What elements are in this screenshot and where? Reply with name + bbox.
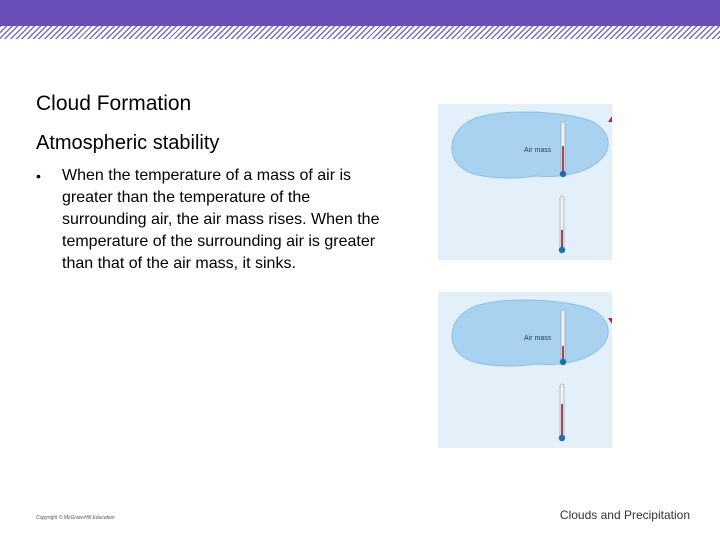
air-mass-cloud xyxy=(452,112,608,178)
rising-air-mass-figure xyxy=(438,104,612,260)
surrounding-air-thermometer-icon xyxy=(559,196,565,253)
slide-subtitle: Atmospheric stability xyxy=(36,132,220,154)
header-band xyxy=(0,0,720,26)
air-mass-label: Air mass xyxy=(524,147,552,154)
header-hatch-stripe xyxy=(0,26,720,39)
sinking-air-mass-figure xyxy=(438,292,612,448)
rising-arrow-icon xyxy=(608,110,612,142)
sinking-air-mass-illustration xyxy=(438,292,612,448)
air-mass-label: Air mass xyxy=(524,335,552,342)
air-mass-thermometer-icon xyxy=(560,310,566,365)
copyright-notice: Copyright © McGraw-Hill Education xyxy=(36,515,115,521)
air-mass-cloud xyxy=(452,300,608,366)
bullet-text: When the temperature of a mass of air is greater than the temperature of the surrounding air, the air mass rises. When the temperature of the surrounding air is greater than that of the air mass, it sinks. xyxy=(62,167,380,272)
air-mass-thermometer-icon xyxy=(560,122,566,177)
surrounding-air-thermometer-icon xyxy=(559,384,565,441)
sinking-arrow-icon xyxy=(608,298,612,330)
footer-topic-label: Clouds and Precipitation xyxy=(559,508,690,522)
rising-air-mass-illustration xyxy=(438,104,612,260)
bullet-marker: • xyxy=(36,168,41,184)
bullet-item xyxy=(36,165,381,275)
slide-title: Cloud Formation xyxy=(36,92,192,115)
bullet-list xyxy=(36,165,381,275)
